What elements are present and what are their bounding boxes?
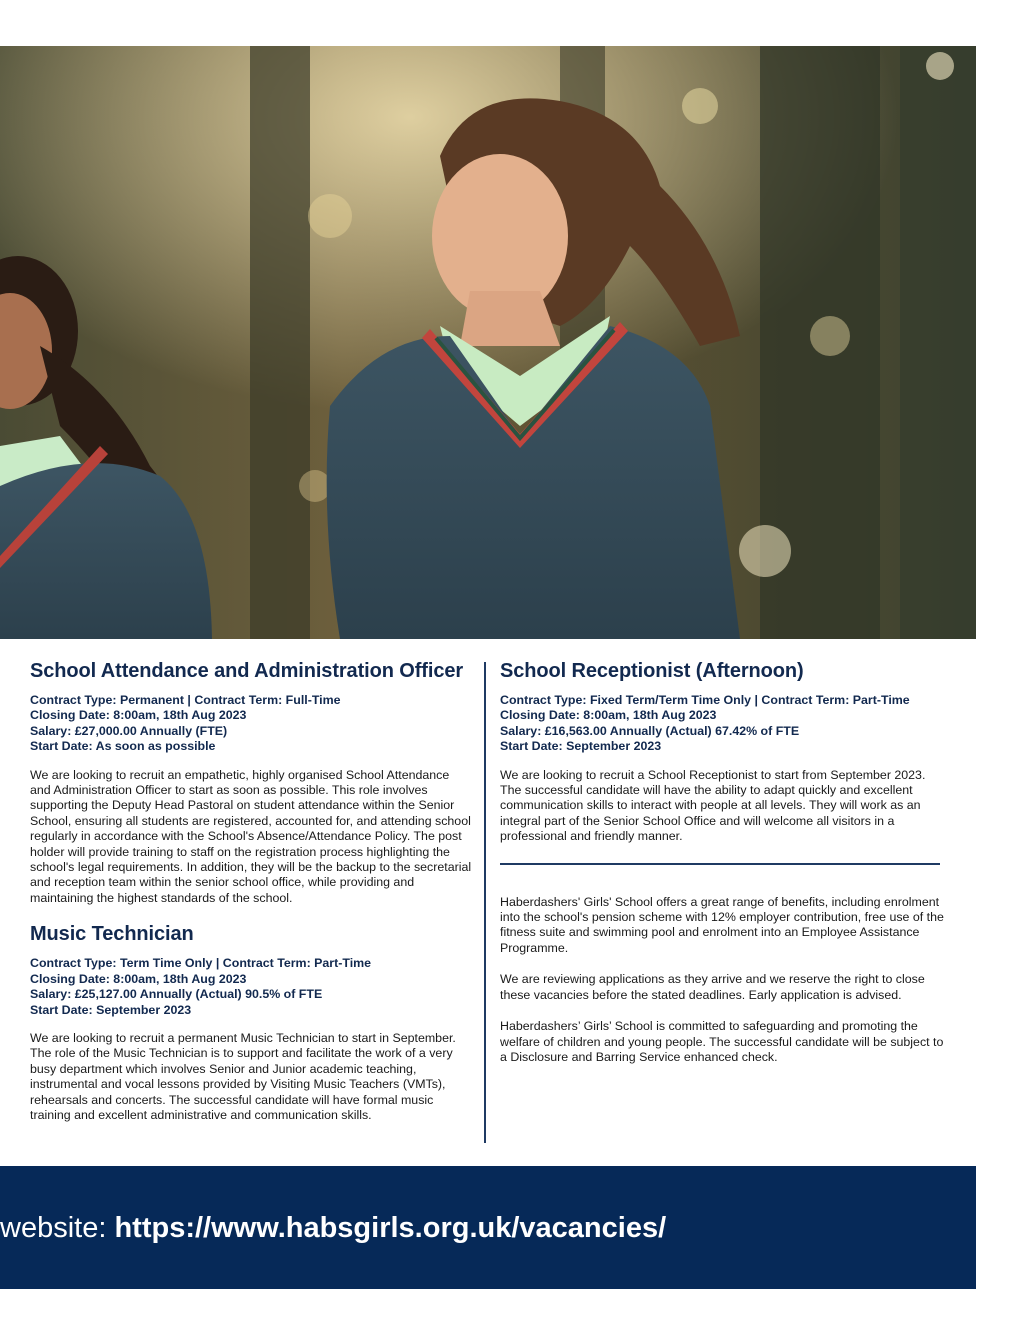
job-description-attendance-officer: We are looking to recruit an empathetic, highly organised School Attendance and Administration Officer to start as soon as possible. This role involves supporting the Deputy Head Pastoral on student attendance within the Senior School, ensuring all students are registered, accounted for, and attending school regularly in accordance with the School's Absence/Attendance Policy. The post holder will provide training to staff on the registration process highlighting the school's legal requirements. In addition, they will be the backup to the secretarial and reception team within the senior school office, while providing and maintaining the highest standards of the school. <box>30 767 472 905</box>
start-date: Start Date: September 2023 <box>30 1002 192 1017</box>
applications-paragraph: We are reviewing applications as they arrive and we reserve the right to close these vacancies before the stated deadlines. Early application is advised. <box>500 972 925 1002</box>
salary: Salary: £16,563.00 Annually (Actual) 67.42% of FTE <box>500 723 800 738</box>
hero-photo <box>0 46 976 639</box>
closing-date: Closing Date: 8:00am, 18th Aug 2023 <box>30 971 247 986</box>
salary: Salary: £25,127.00 Annually (Actual) 90.5% of FTE <box>30 987 323 1002</box>
job-meta-receptionist <box>500 693 948 755</box>
contract-type: Contract Type: Term Time Only | Contract Term: Part-Time <box>30 956 372 971</box>
section-divider <box>500 863 940 865</box>
job-description-receptionist: We are looking to recruit a School Receptionist to start from September 2023. The successful candidate will have the ability to adapt quickly and excellent communication skills to interact with people at all levels. They will work as an integral part of the Senior School Office and will welcome all visitors in a professional and friendly manner. <box>500 767 926 844</box>
contract-type: Contract Type: Fixed Term/Term Time Only | Contract Term: Part-Time <box>500 693 910 707</box>
column-divider <box>484 662 486 1143</box>
left-column <box>30 657 472 1123</box>
closing-date: Closing Date: 8:00am, 18th Aug 2023 <box>30 708 247 723</box>
footer-website <box>0 1210 666 1246</box>
benefits-paragraph: Haberdashers' Girls' School offers a great range of benefits, including enrolment into the school's pension scheme with 12% employer contribution, free use of the fitness suite and swimming pool and enrolment into an Employee Assistance Programme. <box>500 894 944 955</box>
start-date: Start Date: September 2023 <box>500 739 662 754</box>
job-title-receptionist: School Receptionist (Afternoon) <box>500 660 804 682</box>
job-meta-music-technician <box>30 956 472 1018</box>
contract-type: Contract Type: Permanent | Contract Term: Full-Time <box>30 693 341 707</box>
footer-prefix: website: <box>0 1212 115 1244</box>
closing-date: Closing Date: 8:00am, 18th Aug 2023 <box>500 708 717 723</box>
job-meta-attendance-officer <box>30 693 472 755</box>
safeguarding-paragraph: Haberdashers’ Girls’ School is committed to safeguarding and promoting the welfare of children and young people. The successful candidate will be subject to a Disclosure and Barring Service enhanced check. <box>500 1019 944 1064</box>
vacancies-link[interactable]: https://www.habsgirls.org.uk/vacancies/ <box>114 1212 667 1244</box>
start-date: Start Date: As soon as possible <box>30 739 216 754</box>
job-title-music-technician: Music Technician <box>30 923 194 946</box>
job-title-attendance-officer: School Attendance and Administration Officer <box>30 660 464 682</box>
job-description-music-technician: We are looking to recruit a permanent Music Technician to start in September. The role of the Music Technician is to support and facilitate the work of a very busy department which involves Senior and Junior academic teaching, instrumental and vocal lessons provided by Visiting Music Teachers (VMTs), rehearsals and concerts. The successful candidate will have formal music training and excellent administrative and communication skills. <box>30 1030 456 1122</box>
salary: Salary: £27,000.00 Annually (FTE) <box>30 723 228 738</box>
right-column <box>500 657 948 1081</box>
